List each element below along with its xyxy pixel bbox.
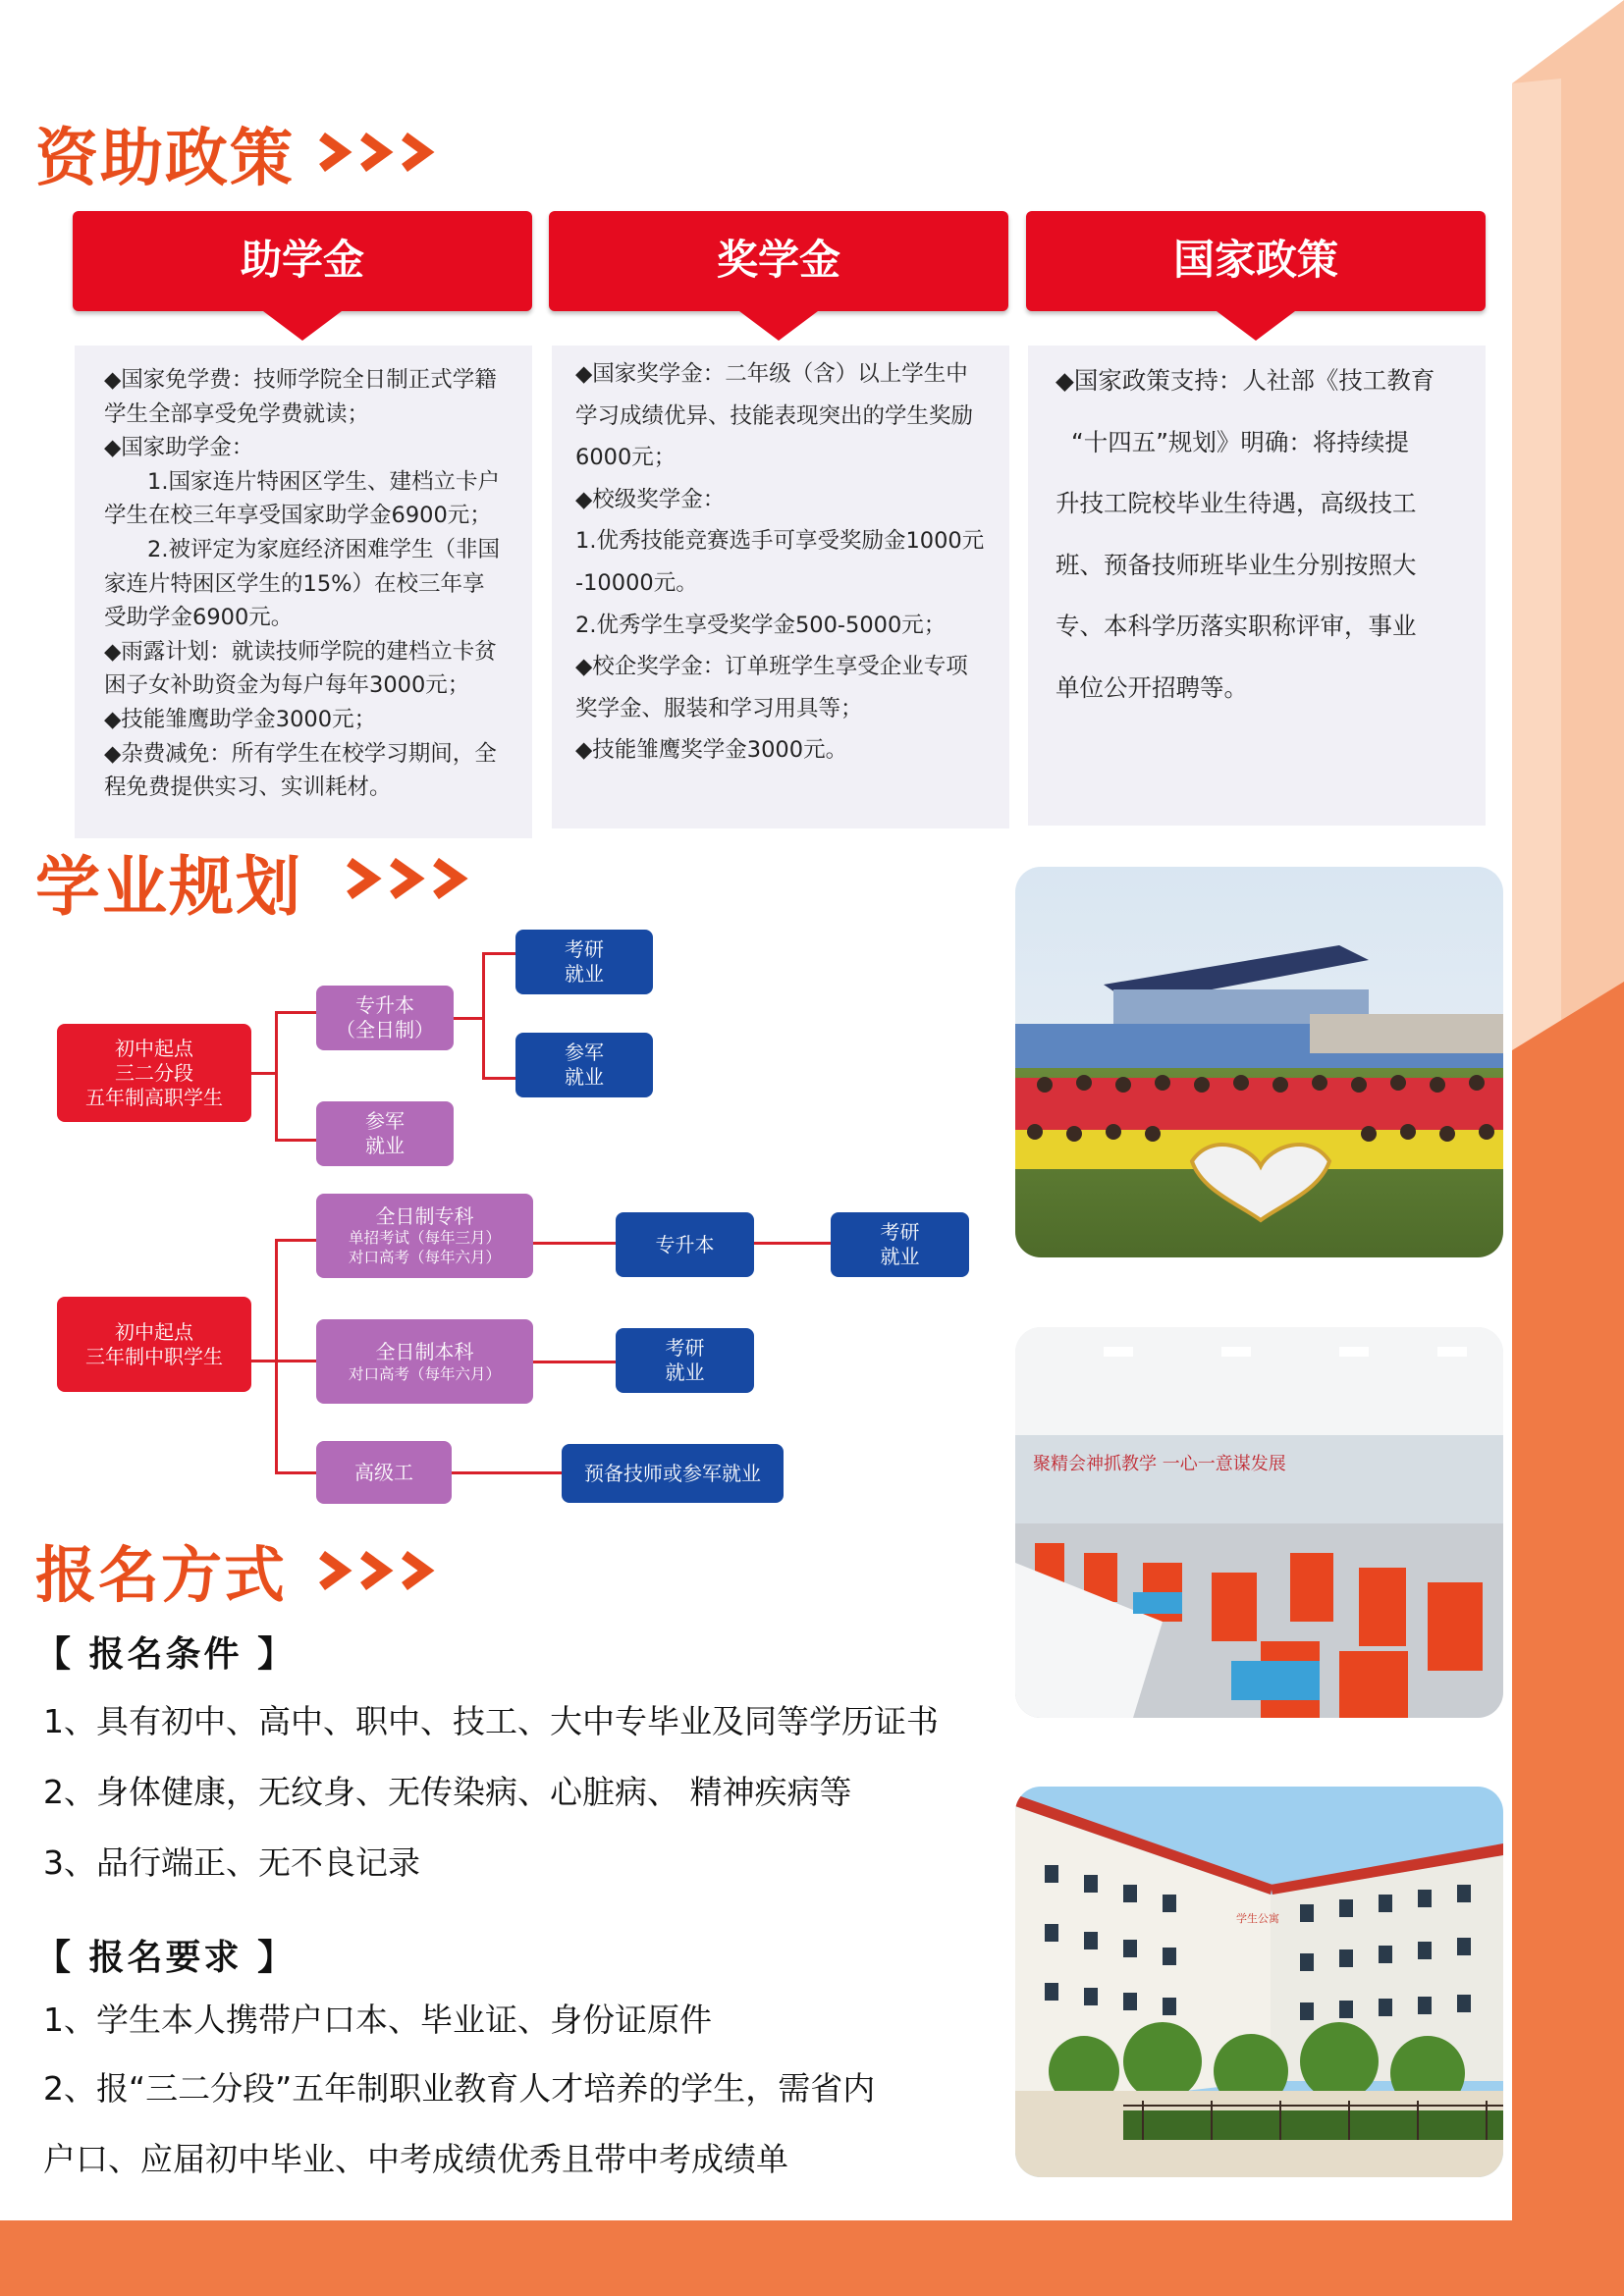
card-header-scholarship: 奖学金: [549, 211, 1008, 311]
grant-card-body: [75, 346, 532, 838]
stadium-group-photo: [1015, 867, 1503, 1257]
enroll-section-title: 报名方式: [35, 1539, 288, 1611]
condition-item: 1、具有初中、高中、职中、技工、大中专毕业及同等学历证书: [43, 1702, 939, 1740]
policy-line: 班、预备技师班毕业生分别按照大: [1056, 550, 1417, 579]
chevrons-icon: [344, 858, 477, 899]
condition-item: 3、品行端正、无不良记录: [43, 1843, 420, 1882]
grant-line: ◆杂费减免：所有学生在校学习期间，全: [104, 740, 497, 767]
scholarship-line: ◆校级奖学金：: [575, 486, 726, 512]
upgrade-box: 专升本: [616, 1212, 754, 1277]
scholarship-line: 学习成绩优异、技能表现突出的学生奖励: [575, 402, 974, 429]
senior-worker-box: 高级工: [316, 1441, 452, 1504]
condition-item: 2、身体健康，无纹身、无传染病、心脏病、 精神疾病等: [43, 1773, 852, 1811]
grant-line: 程免费提供实习、实训耗材。: [104, 774, 392, 801]
scholarship-line: 奖学金、服装和学习用具等；: [575, 695, 863, 721]
grad-exam-box: 考研 就业: [515, 930, 653, 994]
dormitory-building-photo: [1015, 1787, 1503, 2177]
grad-exam-box: 考研 就业: [616, 1328, 754, 1393]
conditions-heading: 【 报名条件 】: [35, 1634, 297, 1675]
five-year-student-box: 初中起点 三二分段 五年制高职学生: [57, 1024, 251, 1122]
requirements-heading: 【 报名要求 】: [35, 1938, 297, 1978]
scholarship-line: 1.优秀技能竞赛选手可享受奖励金1000元: [575, 528, 985, 555]
grad-exam-box: 考研 就业: [831, 1212, 969, 1277]
scholarship-card-body: [552, 346, 1009, 828]
grant-line: ◆国家免学费：技师学院全日制正式学籍: [104, 367, 497, 393]
fulltime-bachelor-box: 全日制本科 对口高考（每年六月）: [316, 1319, 533, 1404]
scholarship-line: ◆技能雏鹰奖学金3000元。: [575, 737, 848, 764]
scholarship-line: 6000元；: [575, 445, 677, 471]
policy-card-body: [1028, 346, 1486, 826]
grant-line: 2.被评定为家庭经济困难学生（非国: [147, 536, 500, 562]
grant-line: 困子女补助资金为每户每年3000元；: [104, 672, 470, 699]
policy-line: 升技工院校毕业生待遇，高级技工: [1056, 489, 1417, 518]
grant-line: 学生全部享受免学费就读；: [104, 400, 370, 427]
cafeteria-sign: 聚精会神抓教学 一心一意谋发展: [1033, 1454, 1286, 1474]
cafeteria-photo: [1015, 1327, 1503, 1718]
dormitory-sign: 学生公寓: [1236, 1912, 1279, 1925]
requirement-item: 户口、应届初中毕业、中考成绩优秀且带中考成绩单: [43, 2140, 788, 2178]
chevrons-icon: [316, 1551, 442, 1590]
funding-section-title: 资助政策: [35, 123, 295, 195]
grant-line: ◆技能雏鹰助学金3000元；: [104, 706, 377, 732]
chevrons-icon: [316, 133, 442, 172]
upgrade-fulltime-box: 专升本 （全日制）: [316, 986, 454, 1050]
grant-line: 家连片特困区学生的15%）在校三年享: [104, 570, 485, 597]
three-year-student-box: 初中起点 三年制中职学生: [57, 1297, 251, 1392]
scholarship-line: ◆校企奖学金：订单班学生享受企业专项: [575, 654, 968, 680]
policy-line: 专、本科学历落实职称评审，事业: [1056, 612, 1417, 641]
card-header-policy: 国家政策: [1026, 211, 1486, 311]
card-header-grant: 助学金: [73, 211, 532, 311]
army-employment-box: 参军 就业: [515, 1033, 653, 1097]
planning-section-title: 学业规划: [35, 849, 302, 925]
reserve-technician-box: 预备技师或参军就业: [562, 1444, 784, 1503]
grant-line: 学生在校三年享受国家助学金6900元；: [104, 503, 492, 529]
grant-line: 1.国家连片特困区学生、建档立卡户: [147, 468, 500, 495]
scholarship-line: ◆国家奖学金：二年级（含）以上学生中: [575, 361, 968, 387]
scholarship-line: 2.优秀学生享受奖学金500-5000元；: [575, 612, 947, 638]
grant-line: ◆雨露计划：就读技师学院的建档立卡贫: [104, 638, 497, 665]
requirement-item: 1、学生本人携带户口本、毕业证、身份证原件: [43, 2001, 712, 2039]
fulltime-college-box: 全日制专科 单招考试（每年三月） 对口高考（每年六月）: [316, 1194, 533, 1278]
policy-line: ◆国家政策支持：人社部《技工教育: [1056, 366, 1435, 395]
scholarship-line: -10000元。: [575, 569, 698, 596]
requirement-item: 2、报“三二分段”五年制职业教育人才培养的学生，需省内: [43, 2069, 876, 2108]
policy-line: 单位公开招聘等。: [1056, 672, 1248, 702]
army-employment-box: 参军 就业: [316, 1101, 454, 1166]
grant-line: 受助学金6900元。: [104, 605, 294, 631]
grant-line: ◆国家助学金：: [104, 435, 254, 461]
policy-line: “十四五”规划》明确：将持续提: [1071, 427, 1409, 456]
